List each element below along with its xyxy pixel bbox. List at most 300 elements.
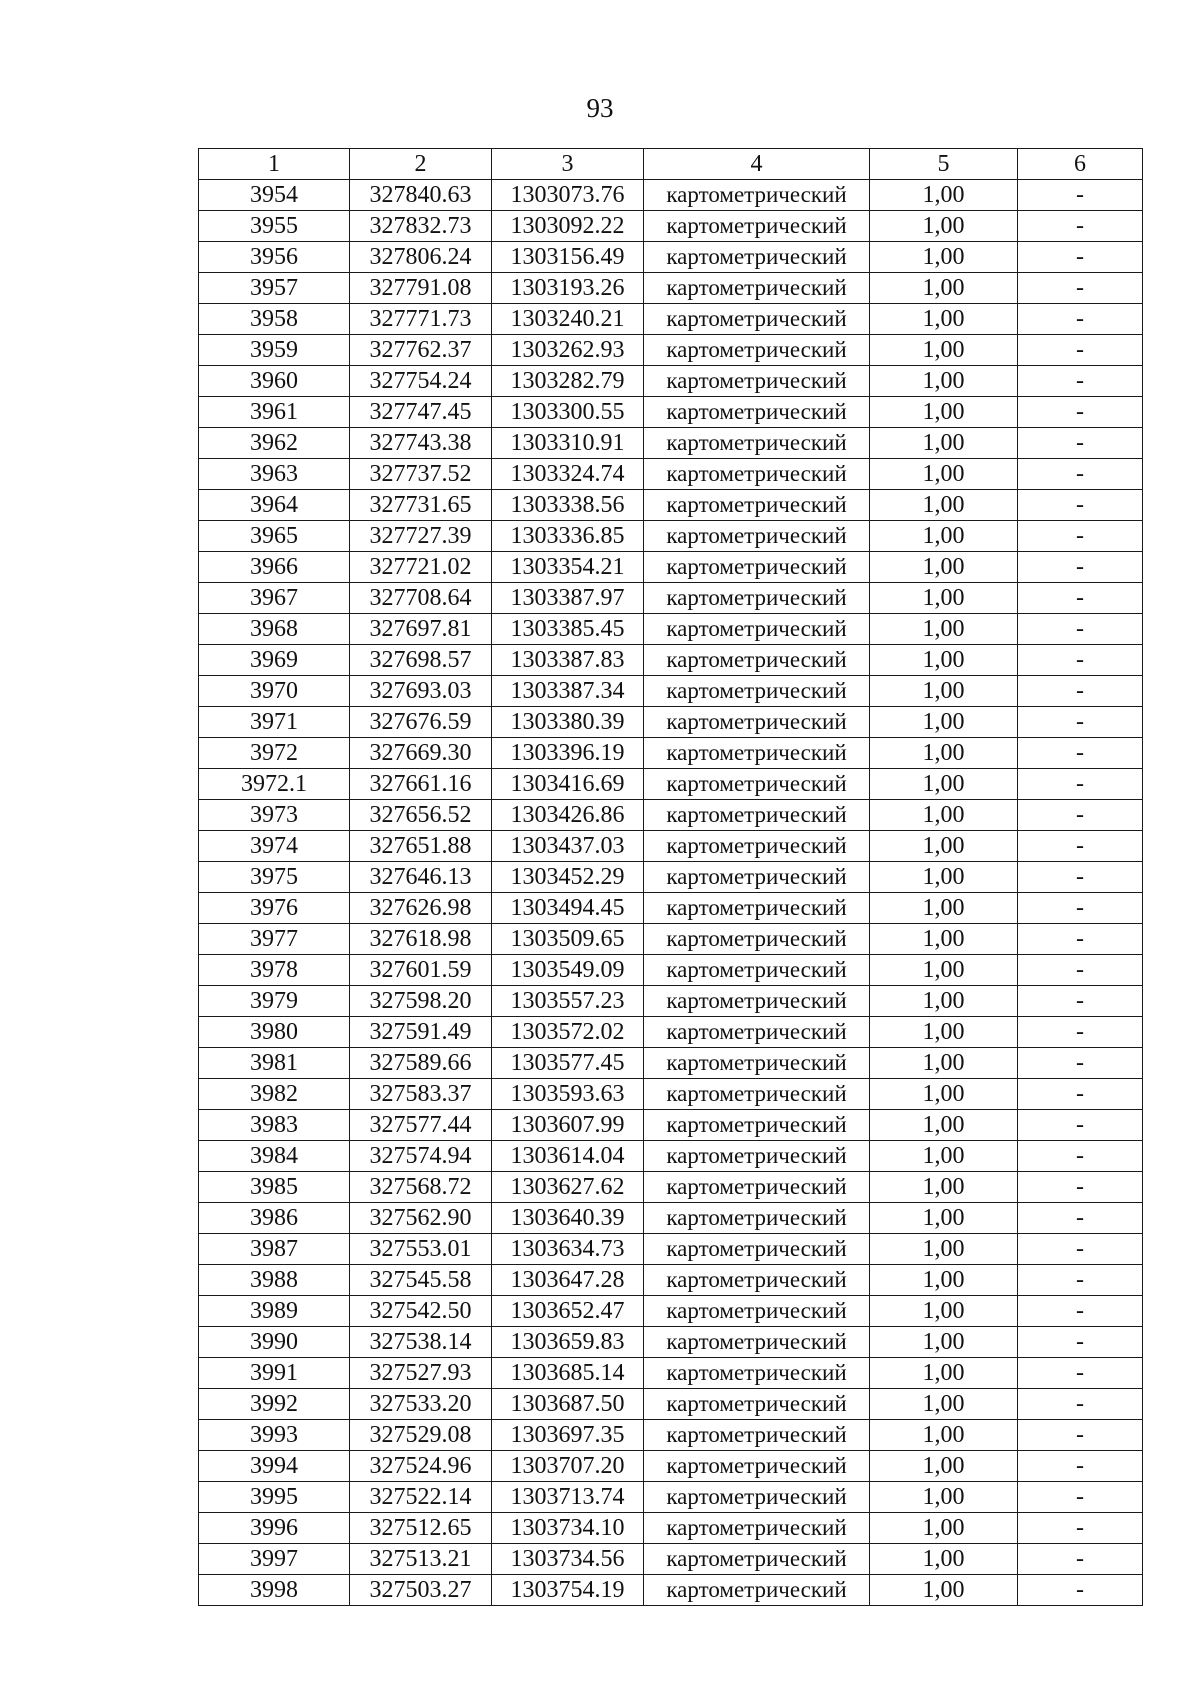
accuracy-cell: 1,00 (870, 1327, 1018, 1358)
note-cell: - (1018, 1513, 1143, 1544)
accuracy-cell: 1,00 (870, 211, 1018, 242)
x-coordinate-cell: 327840.63 (350, 180, 492, 211)
point-number-cell: 3988 (199, 1265, 350, 1296)
method-cell: картометрический (644, 862, 870, 893)
note-cell: - (1018, 459, 1143, 490)
table-row (199, 1575, 1143, 1606)
method-cell: картометрический (644, 614, 870, 645)
x-coordinate-cell: 327562.90 (350, 1203, 492, 1234)
point-number-cell: 3969 (199, 645, 350, 676)
accuracy-cell: 1,00 (870, 831, 1018, 862)
table-row (199, 397, 1143, 428)
table-row (199, 1234, 1143, 1265)
note-cell: - (1018, 707, 1143, 738)
method-cell: картометрический (644, 242, 870, 273)
y-coordinate-cell: 1303437.03 (492, 831, 644, 862)
accuracy-cell: 1,00 (870, 459, 1018, 490)
method-cell: картометрический (644, 490, 870, 521)
y-coordinate-cell: 1303754.19 (492, 1575, 644, 1606)
point-number-cell: 3978 (199, 955, 350, 986)
point-number-cell: 3971 (199, 707, 350, 738)
note-cell: - (1018, 614, 1143, 645)
x-coordinate-cell: 327743.38 (350, 428, 492, 459)
accuracy-cell: 1,00 (870, 273, 1018, 304)
note-cell: - (1018, 1172, 1143, 1203)
note-cell: - (1018, 831, 1143, 862)
y-coordinate-cell: 1303385.45 (492, 614, 644, 645)
point-number-cell: 3986 (199, 1203, 350, 1234)
y-coordinate-cell: 1303593.63 (492, 1079, 644, 1110)
table-row (199, 273, 1143, 304)
note-cell: - (1018, 1296, 1143, 1327)
note-cell: - (1018, 1203, 1143, 1234)
note-cell: - (1018, 273, 1143, 304)
x-coordinate-cell: 327529.08 (350, 1420, 492, 1451)
point-number-cell: 3998 (199, 1575, 350, 1606)
method-cell: картометрический (644, 769, 870, 800)
table-row (199, 366, 1143, 397)
header-cell-4: 4 (644, 149, 870, 180)
y-coordinate-cell: 1303707.20 (492, 1451, 644, 1482)
x-coordinate-cell: 327806.24 (350, 242, 492, 273)
x-coordinate-cell: 327538.14 (350, 1327, 492, 1358)
point-number-cell: 3979 (199, 986, 350, 1017)
method-cell: картометрический (644, 1265, 870, 1296)
point-number-cell: 3973 (199, 800, 350, 831)
header-cell-2: 2 (350, 149, 492, 180)
y-coordinate-cell: 1303572.02 (492, 1017, 644, 1048)
accuracy-cell: 1,00 (870, 242, 1018, 273)
y-coordinate-cell: 1303300.55 (492, 397, 644, 428)
table-row (199, 1327, 1143, 1358)
method-cell: картометрический (644, 552, 870, 583)
y-coordinate-cell: 1303577.45 (492, 1048, 644, 1079)
note-cell: - (1018, 862, 1143, 893)
accuracy-cell: 1,00 (870, 738, 1018, 769)
note-cell: - (1018, 1017, 1143, 1048)
table-row (199, 490, 1143, 521)
point-number-cell: 3957 (199, 273, 350, 304)
x-coordinate-cell: 327583.37 (350, 1079, 492, 1110)
accuracy-cell: 1,00 (870, 1513, 1018, 1544)
note-cell: - (1018, 924, 1143, 955)
method-cell: картометрический (644, 304, 870, 335)
accuracy-cell: 1,00 (870, 1203, 1018, 1234)
point-number-cell: 3993 (199, 1420, 350, 1451)
point-number-cell: 3980 (199, 1017, 350, 1048)
y-coordinate-cell: 1303627.62 (492, 1172, 644, 1203)
table-row (199, 1296, 1143, 1327)
table-row (199, 459, 1143, 490)
accuracy-cell: 1,00 (870, 1110, 1018, 1141)
note-cell: - (1018, 1234, 1143, 1265)
y-coordinate-cell: 1303262.93 (492, 335, 644, 366)
header-cell-6: 6 (1018, 149, 1143, 180)
table-row (199, 707, 1143, 738)
y-coordinate-cell: 1303549.09 (492, 955, 644, 986)
point-number-cell: 3982 (199, 1079, 350, 1110)
x-coordinate-cell: 327527.93 (350, 1358, 492, 1389)
y-coordinate-cell: 1303354.21 (492, 552, 644, 583)
method-cell: картометрический (644, 1296, 870, 1327)
x-coordinate-cell: 327693.03 (350, 676, 492, 707)
note-cell: - (1018, 1358, 1143, 1389)
note-cell: - (1018, 583, 1143, 614)
header-cell-3: 3 (492, 149, 644, 180)
point-number-cell: 3989 (199, 1296, 350, 1327)
table-row (199, 986, 1143, 1017)
x-coordinate-cell: 327737.52 (350, 459, 492, 490)
point-number-cell: 3975 (199, 862, 350, 893)
table-row (199, 428, 1143, 459)
method-cell: картометрический (644, 1420, 870, 1451)
note-cell: - (1018, 955, 1143, 986)
page-number: 93 (586, 93, 614, 123)
y-coordinate-cell: 1303509.65 (492, 924, 644, 955)
x-coordinate-cell: 327771.73 (350, 304, 492, 335)
y-coordinate-cell: 1303387.97 (492, 583, 644, 614)
method-cell: картометрический (644, 1451, 870, 1482)
note-cell: - (1018, 893, 1143, 924)
method-cell: картометрический (644, 521, 870, 552)
x-coordinate-cell: 327626.98 (350, 893, 492, 924)
y-coordinate-cell: 1303156.49 (492, 242, 644, 273)
x-coordinate-cell: 327661.16 (350, 769, 492, 800)
x-coordinate-cell: 327676.59 (350, 707, 492, 738)
method-cell: картометрический (644, 1017, 870, 1048)
table-row (199, 614, 1143, 645)
accuracy-cell: 1,00 (870, 428, 1018, 459)
point-number-cell: 3956 (199, 242, 350, 273)
point-number-cell: 3963 (199, 459, 350, 490)
point-number-cell: 3960 (199, 366, 350, 397)
y-coordinate-cell: 1303193.26 (492, 273, 644, 304)
note-cell: - (1018, 1451, 1143, 1482)
x-coordinate-cell: 327591.49 (350, 1017, 492, 1048)
y-coordinate-cell: 1303685.14 (492, 1358, 644, 1389)
y-coordinate-cell: 1303652.47 (492, 1296, 644, 1327)
x-coordinate-cell: 327721.02 (350, 552, 492, 583)
point-number-cell: 3961 (199, 397, 350, 428)
y-coordinate-cell: 1303713.74 (492, 1482, 644, 1513)
accuracy-cell: 1,00 (870, 707, 1018, 738)
x-coordinate-cell: 327512.65 (350, 1513, 492, 1544)
x-coordinate-cell: 327598.20 (350, 986, 492, 1017)
note-cell: - (1018, 738, 1143, 769)
y-coordinate-cell: 1303647.28 (492, 1265, 644, 1296)
point-number-cell: 3984 (199, 1141, 350, 1172)
method-cell: картометрический (644, 1327, 870, 1358)
note-cell: - (1018, 1110, 1143, 1141)
x-coordinate-cell: 327568.72 (350, 1172, 492, 1203)
x-coordinate-cell: 327503.27 (350, 1575, 492, 1606)
y-coordinate-cell: 1303310.91 (492, 428, 644, 459)
y-coordinate-cell: 1303092.22 (492, 211, 644, 242)
y-coordinate-cell: 1303416.69 (492, 769, 644, 800)
method-cell: картометрический (644, 428, 870, 459)
note-cell: - (1018, 490, 1143, 521)
point-number-cell: 3991 (199, 1358, 350, 1389)
x-coordinate-cell: 327697.81 (350, 614, 492, 645)
point-number-cell: 3967 (199, 583, 350, 614)
method-cell: картометрический (644, 180, 870, 211)
table-row (199, 1265, 1143, 1296)
y-coordinate-cell: 1303387.34 (492, 676, 644, 707)
note-cell: - (1018, 1141, 1143, 1172)
point-number-cell: 3996 (199, 1513, 350, 1544)
note-cell: - (1018, 1265, 1143, 1296)
method-cell: картометрический (644, 459, 870, 490)
note-cell: - (1018, 397, 1143, 428)
x-coordinate-cell: 327791.08 (350, 273, 492, 304)
table-row (199, 1110, 1143, 1141)
note-cell: - (1018, 521, 1143, 552)
accuracy-cell: 1,00 (870, 583, 1018, 614)
method-cell: картометрический (644, 1482, 870, 1513)
method-cell: картометрический (644, 738, 870, 769)
x-coordinate-cell: 327651.88 (350, 831, 492, 862)
y-coordinate-cell: 1303607.99 (492, 1110, 644, 1141)
x-coordinate-cell: 327545.58 (350, 1265, 492, 1296)
method-cell: картометрический (644, 211, 870, 242)
point-number-cell: 3959 (199, 335, 350, 366)
method-cell: картометрический (644, 397, 870, 428)
point-number-cell: 3966 (199, 552, 350, 583)
table-row (199, 583, 1143, 614)
table-row (199, 304, 1143, 335)
accuracy-cell: 1,00 (870, 1141, 1018, 1172)
accuracy-cell: 1,00 (870, 924, 1018, 955)
method-cell: картометрический (644, 1203, 870, 1234)
x-coordinate-cell: 327698.57 (350, 645, 492, 676)
x-coordinate-cell: 327542.50 (350, 1296, 492, 1327)
note-cell: - (1018, 769, 1143, 800)
table-row (199, 242, 1143, 273)
y-coordinate-cell: 1303640.39 (492, 1203, 644, 1234)
note-cell: - (1018, 428, 1143, 459)
table-row (199, 1141, 1143, 1172)
y-coordinate-cell: 1303614.04 (492, 1141, 644, 1172)
method-cell: картометрический (644, 955, 870, 986)
header-cell-1: 1 (199, 149, 350, 180)
note-cell: - (1018, 1482, 1143, 1513)
x-coordinate-cell: 327513.21 (350, 1544, 492, 1575)
accuracy-cell: 1,00 (870, 1482, 1018, 1513)
note-cell: - (1018, 1079, 1143, 1110)
point-number-cell: 3972 (199, 738, 350, 769)
y-coordinate-cell: 1303494.45 (492, 893, 644, 924)
y-coordinate-cell: 1303659.83 (492, 1327, 644, 1358)
accuracy-cell: 1,00 (870, 800, 1018, 831)
method-cell: картометрический (644, 335, 870, 366)
method-cell: картометрический (644, 1575, 870, 1606)
x-coordinate-cell: 327727.39 (350, 521, 492, 552)
x-coordinate-cell: 327656.52 (350, 800, 492, 831)
x-coordinate-cell: 327601.59 (350, 955, 492, 986)
note-cell: - (1018, 1389, 1143, 1420)
table-row (199, 831, 1143, 862)
note-cell: - (1018, 1048, 1143, 1079)
method-cell: картометрический (644, 1358, 870, 1389)
note-cell: - (1018, 1420, 1143, 1451)
point-number-cell: 3965 (199, 521, 350, 552)
table-row (199, 1420, 1143, 1451)
table-row (199, 552, 1143, 583)
note-cell: - (1018, 211, 1143, 242)
x-coordinate-cell: 327577.44 (350, 1110, 492, 1141)
accuracy-cell: 1,00 (870, 769, 1018, 800)
table-row (199, 800, 1143, 831)
table-row (199, 676, 1143, 707)
accuracy-cell: 1,00 (870, 1172, 1018, 1203)
note-cell: - (1018, 1544, 1143, 1575)
point-number-cell: 3958 (199, 304, 350, 335)
x-coordinate-cell: 327708.64 (350, 583, 492, 614)
x-coordinate-cell: 327553.01 (350, 1234, 492, 1265)
note-cell: - (1018, 645, 1143, 676)
y-coordinate-cell: 1303338.56 (492, 490, 644, 521)
accuracy-cell: 1,00 (870, 1575, 1018, 1606)
point-number-cell: 3954 (199, 180, 350, 211)
point-number-cell: 3977 (199, 924, 350, 955)
point-number-cell: 3970 (199, 676, 350, 707)
point-number-cell: 3972.1 (199, 769, 350, 800)
point-number-cell: 3997 (199, 1544, 350, 1575)
accuracy-cell: 1,00 (870, 397, 1018, 428)
accuracy-cell: 1,00 (870, 490, 1018, 521)
method-cell: картометрический (644, 645, 870, 676)
note-cell: - (1018, 676, 1143, 707)
method-cell: картометрический (644, 1110, 870, 1141)
y-coordinate-cell: 1303240.21 (492, 304, 644, 335)
accuracy-cell: 1,00 (870, 335, 1018, 366)
method-cell: картометрический (644, 366, 870, 397)
y-coordinate-cell: 1303324.74 (492, 459, 644, 490)
x-coordinate-cell: 327762.37 (350, 335, 492, 366)
y-coordinate-cell: 1303687.50 (492, 1389, 644, 1420)
y-coordinate-cell: 1303073.76 (492, 180, 644, 211)
method-cell: картометрический (644, 1079, 870, 1110)
note-cell: - (1018, 800, 1143, 831)
method-cell: картометрический (644, 1234, 870, 1265)
note-cell: - (1018, 180, 1143, 211)
accuracy-cell: 1,00 (870, 1544, 1018, 1575)
accuracy-cell: 1,00 (870, 1234, 1018, 1265)
header-cell-5: 5 (870, 149, 1018, 180)
table-row (199, 1203, 1143, 1234)
table-row (199, 521, 1143, 552)
accuracy-cell: 1,00 (870, 676, 1018, 707)
method-cell: картометрический (644, 1389, 870, 1420)
method-cell: картометрический (644, 707, 870, 738)
note-cell: - (1018, 335, 1143, 366)
point-number-cell: 3964 (199, 490, 350, 521)
table-row (199, 1389, 1143, 1420)
accuracy-cell: 1,00 (870, 1451, 1018, 1482)
y-coordinate-cell: 1303380.39 (492, 707, 644, 738)
header-row (199, 149, 1143, 180)
point-number-cell: 3968 (199, 614, 350, 645)
method-cell: картометрический (644, 676, 870, 707)
coordinates-table (198, 148, 1143, 1606)
accuracy-cell: 1,00 (870, 986, 1018, 1017)
accuracy-cell: 1,00 (870, 1017, 1018, 1048)
x-coordinate-cell: 327618.98 (350, 924, 492, 955)
method-cell: картометрический (644, 986, 870, 1017)
x-coordinate-cell: 327589.66 (350, 1048, 492, 1079)
y-coordinate-cell: 1303557.23 (492, 986, 644, 1017)
point-number-cell: 3995 (199, 1482, 350, 1513)
point-number-cell: 3990 (199, 1327, 350, 1358)
x-coordinate-cell: 327574.94 (350, 1141, 492, 1172)
method-cell: картометрический (644, 1048, 870, 1079)
accuracy-cell: 1,00 (870, 893, 1018, 924)
table-row (199, 924, 1143, 955)
method-cell: картометрический (644, 1544, 870, 1575)
table-row (199, 893, 1143, 924)
method-cell: картометрический (644, 800, 870, 831)
point-number-cell: 3981 (199, 1048, 350, 1079)
accuracy-cell: 1,00 (870, 1296, 1018, 1327)
table-row (199, 335, 1143, 366)
y-coordinate-cell: 1303452.29 (492, 862, 644, 893)
x-coordinate-cell: 327832.73 (350, 211, 492, 242)
accuracy-cell: 1,00 (870, 1358, 1018, 1389)
point-number-cell: 3976 (199, 893, 350, 924)
y-coordinate-cell: 1303336.85 (492, 521, 644, 552)
method-cell: картометрический (644, 893, 870, 924)
note-cell: - (1018, 552, 1143, 583)
x-coordinate-cell: 327754.24 (350, 366, 492, 397)
accuracy-cell: 1,00 (870, 1389, 1018, 1420)
accuracy-cell: 1,00 (870, 1420, 1018, 1451)
x-coordinate-cell: 327533.20 (350, 1389, 492, 1420)
method-cell: картометрический (644, 924, 870, 955)
table-row (199, 211, 1143, 242)
table-row (199, 1513, 1143, 1544)
point-number-cell: 3955 (199, 211, 350, 242)
accuracy-cell: 1,00 (870, 521, 1018, 552)
accuracy-cell: 1,00 (870, 180, 1018, 211)
point-number-cell: 3992 (199, 1389, 350, 1420)
point-number-cell: 3994 (199, 1451, 350, 1482)
accuracy-cell: 1,00 (870, 862, 1018, 893)
x-coordinate-cell: 327669.30 (350, 738, 492, 769)
accuracy-cell: 1,00 (870, 955, 1018, 986)
method-cell: картометрический (644, 1172, 870, 1203)
method-cell: картометрический (644, 1513, 870, 1544)
note-cell: - (1018, 304, 1143, 335)
x-coordinate-cell: 327524.96 (350, 1451, 492, 1482)
y-coordinate-cell: 1303634.73 (492, 1234, 644, 1265)
note-cell: - (1018, 1327, 1143, 1358)
note-cell: - (1018, 1575, 1143, 1606)
accuracy-cell: 1,00 (870, 552, 1018, 583)
table-row (199, 1017, 1143, 1048)
accuracy-cell: 1,00 (870, 366, 1018, 397)
accuracy-cell: 1,00 (870, 304, 1018, 335)
x-coordinate-cell: 327731.65 (350, 490, 492, 521)
table-row (199, 1451, 1143, 1482)
accuracy-cell: 1,00 (870, 1079, 1018, 1110)
accuracy-cell: 1,00 (870, 1048, 1018, 1079)
y-coordinate-cell: 1303426.86 (492, 800, 644, 831)
y-coordinate-cell: 1303282.79 (492, 366, 644, 397)
method-cell: картометрический (644, 273, 870, 304)
accuracy-cell: 1,00 (870, 614, 1018, 645)
y-coordinate-cell: 1303697.35 (492, 1420, 644, 1451)
method-cell: картометрический (644, 583, 870, 614)
